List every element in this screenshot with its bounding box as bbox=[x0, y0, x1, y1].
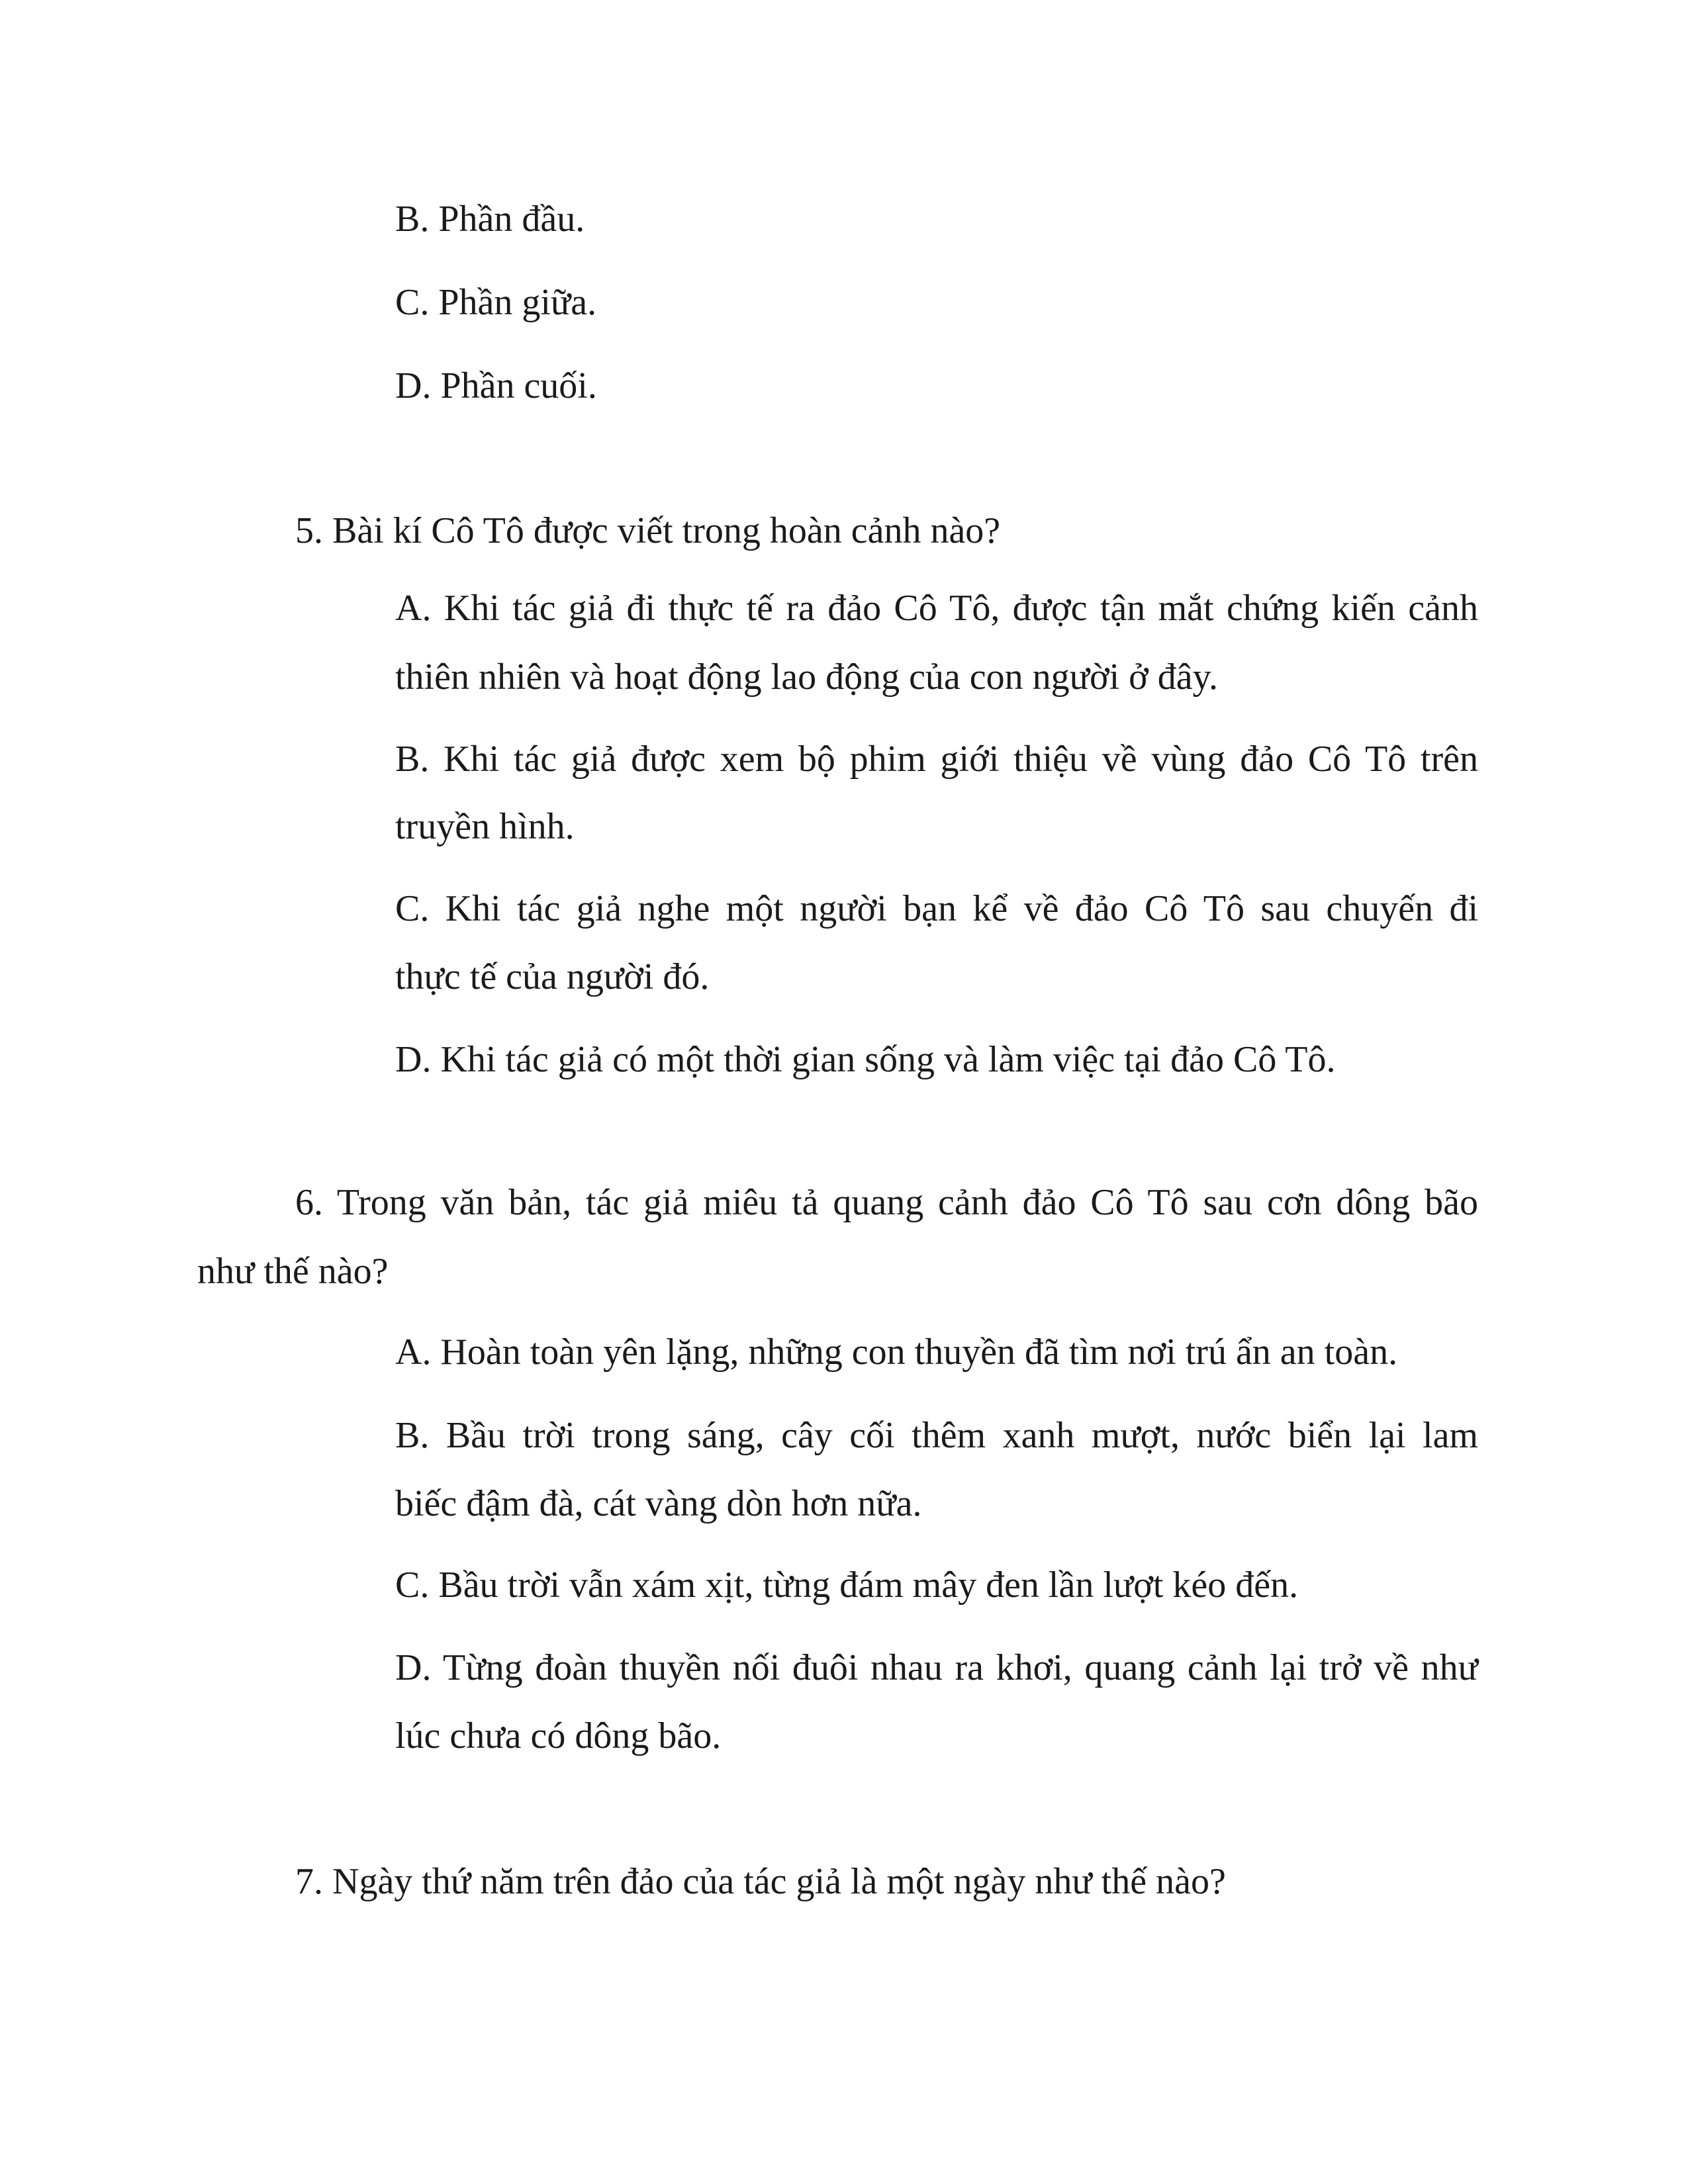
question-6-option-b-line1: B. Bầu trời trong sáng, cây cối thêm xanh mượt, nước biển lại lam bbox=[395, 1415, 1478, 1456]
question-6-option-b-line2: biếc đậm đà, cát vàng dòn hơn nữa. bbox=[395, 1483, 922, 1524]
question-6-option-c: C. Bầu trời vẫn xám xịt, từng đám mây đen lần lượt kéo đến. bbox=[395, 1565, 1299, 1606]
question-5-option-c-line1: C. Khi tác giả nghe một người bạn kể về đảo Cô Tô sau chuyến đi bbox=[395, 888, 1478, 929]
prev-option-d: D. Phần cuối. bbox=[395, 365, 597, 406]
question-5-option-a-line2: thiên nhiên và hoạt động lao động của con người ở đây. bbox=[395, 657, 1218, 698]
question-7-prompt: 7. Ngày thứ năm trên đảo của tác giả là một ngày như thế nào? bbox=[295, 1861, 1226, 1902]
prev-option-b: B. Phần đầu. bbox=[395, 199, 585, 240]
question-5-option-d: D. Khi tác giả có một thời gian sống và làm việc tại đảo Cô Tô. bbox=[395, 1039, 1336, 1080]
question-6-option-d-line1: D. Từng đoàn thuyền nối đuôi nhau ra khơi, quang cảnh lại trở về như bbox=[395, 1647, 1478, 1688]
question-5-option-b-line2: truyền hình. bbox=[395, 806, 575, 847]
prev-option-c: C. Phần giữa. bbox=[395, 282, 597, 323]
question-6-option-d-line2: lúc chưa có dông bão. bbox=[395, 1715, 722, 1756]
question-5-prompt: 5. Bài kí Cô Tô được viết trong hoàn cảnh nào? bbox=[295, 510, 1001, 551]
question-5-option-c-line2: thực tế của người đó. bbox=[395, 956, 710, 997]
question-6-prompt-line1: 6. Trong văn bản, tác giả miêu tả quang cảnh đảo Cô Tô sau cơn dông bão bbox=[295, 1182, 1478, 1223]
question-6-option-a: A. Hoàn toàn yên lặng, những con thuyền đã tìm nơi trú ẩn an toàn. bbox=[395, 1332, 1398, 1373]
question-5-option-b-line1: B. Khi tác giả được xem bộ phim giới thiệu về vùng đảo Cô Tô trên bbox=[395, 739, 1478, 780]
question-6-prompt-line2: như thế nào? bbox=[197, 1251, 389, 1292]
question-5-option-a-line1: A. Khi tác giả đi thực tế ra đảo Cô Tô, được tận mắt chứng kiến cảnh bbox=[395, 588, 1478, 629]
